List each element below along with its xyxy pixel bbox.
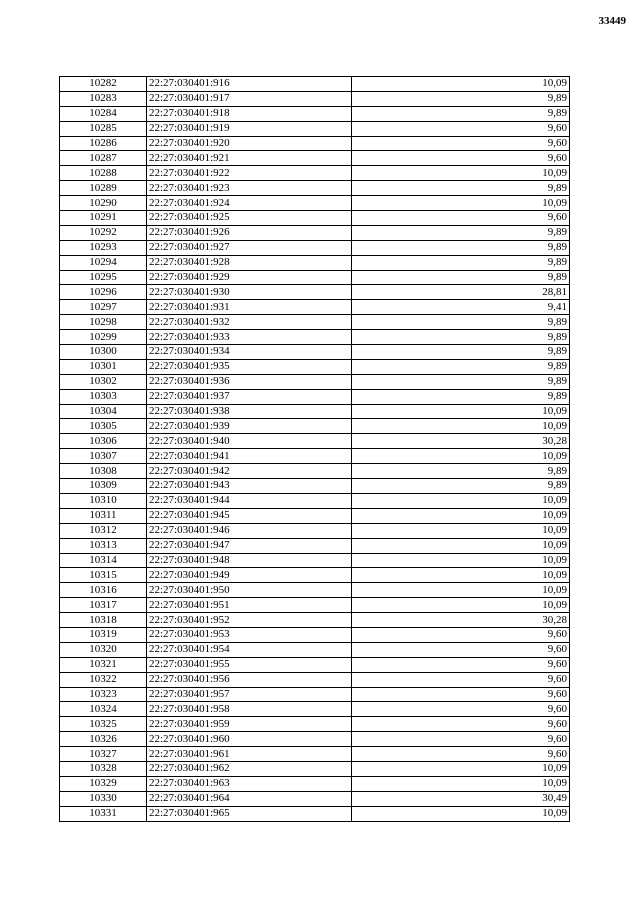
table-row xyxy=(60,672,570,687)
table-row xyxy=(60,627,570,642)
table-row xyxy=(60,806,570,821)
table-row xyxy=(60,270,570,285)
row-number-cell: 10328 xyxy=(60,761,147,776)
row-number-cell: 10291 xyxy=(60,211,147,226)
row-number-cell: 10283 xyxy=(60,91,147,106)
cadastral-number-cell: 22:27:030401:952 xyxy=(147,613,352,628)
row-number-cell: 10306 xyxy=(60,434,147,449)
table-row xyxy=(60,657,570,672)
table-row xyxy=(60,613,570,628)
cadastral-number-cell: 22:27:030401:959 xyxy=(147,717,352,732)
table-row xyxy=(60,240,570,255)
table-row xyxy=(60,404,570,419)
cadastral-number-cell: 22:27:030401:963 xyxy=(147,776,352,791)
row-number-cell: 10320 xyxy=(60,642,147,657)
area-value-cell: 10,09 xyxy=(352,761,570,776)
area-value-cell: 10,09 xyxy=(352,806,570,821)
table-row xyxy=(60,479,570,494)
row-number-cell: 10294 xyxy=(60,255,147,270)
table-row xyxy=(60,330,570,345)
row-number-cell: 10312 xyxy=(60,523,147,538)
area-value-cell: 10,09 xyxy=(352,404,570,419)
row-number-cell: 10316 xyxy=(60,583,147,598)
row-number-cell: 10314 xyxy=(60,553,147,568)
cadastral-number-cell: 22:27:030401:939 xyxy=(147,419,352,434)
cadastral-number-cell: 22:27:030401:916 xyxy=(147,77,352,92)
cadastral-number-cell: 22:27:030401:949 xyxy=(147,568,352,583)
row-number-cell: 10323 xyxy=(60,687,147,702)
cadastral-number-cell: 22:27:030401:920 xyxy=(147,136,352,151)
area-value-cell: 9,89 xyxy=(352,270,570,285)
table-row xyxy=(60,359,570,374)
cadastral-number-cell: 22:27:030401:958 xyxy=(147,702,352,717)
area-value-cell: 28,81 xyxy=(352,285,570,300)
row-number-cell: 10315 xyxy=(60,568,147,583)
area-value-cell: 10,09 xyxy=(352,493,570,508)
row-number-cell: 10298 xyxy=(60,315,147,330)
row-number-cell: 10288 xyxy=(60,166,147,181)
table-row xyxy=(60,523,570,538)
row-number-cell: 10308 xyxy=(60,464,147,479)
area-value-cell: 10,09 xyxy=(352,553,570,568)
table-row xyxy=(60,434,570,449)
area-value-cell: 9,89 xyxy=(352,106,570,121)
cadastral-number-cell: 22:27:030401:917 xyxy=(147,91,352,106)
area-value-cell: 9,89 xyxy=(352,315,570,330)
cadastral-number-cell: 22:27:030401:953 xyxy=(147,627,352,642)
area-value-cell: 10,09 xyxy=(352,598,570,613)
cadastral-number-cell: 22:27:030401:945 xyxy=(147,508,352,523)
row-number-cell: 10331 xyxy=(60,806,147,821)
row-number-cell: 10309 xyxy=(60,479,147,494)
row-number-cell: 10296 xyxy=(60,285,147,300)
table-row xyxy=(60,136,570,151)
row-number-cell: 10311 xyxy=(60,508,147,523)
cadastral-number-cell: 22:27:030401:933 xyxy=(147,330,352,345)
table-row xyxy=(60,642,570,657)
area-value-cell: 10,09 xyxy=(352,77,570,92)
table-row xyxy=(60,508,570,523)
cadastral-number-cell: 22:27:030401:946 xyxy=(147,523,352,538)
row-number-cell: 10326 xyxy=(60,732,147,747)
area-value-cell: 9,60 xyxy=(352,151,570,166)
row-number-cell: 10329 xyxy=(60,776,147,791)
cadastral-number-cell: 22:27:030401:951 xyxy=(147,598,352,613)
cadastral-number-cell: 22:27:030401:918 xyxy=(147,106,352,121)
table-row xyxy=(60,225,570,240)
area-value-cell: 30,28 xyxy=(352,613,570,628)
row-number-cell: 10285 xyxy=(60,121,147,136)
cadastral-number-cell: 22:27:030401:926 xyxy=(147,225,352,240)
row-number-cell: 10330 xyxy=(60,791,147,806)
row-number-cell: 10295 xyxy=(60,270,147,285)
area-value-cell: 9,60 xyxy=(352,642,570,657)
row-number-cell: 10284 xyxy=(60,106,147,121)
row-number-cell: 10282 xyxy=(60,77,147,92)
cadastral-number-cell: 22:27:030401:922 xyxy=(147,166,352,181)
area-value-cell: 9,41 xyxy=(352,300,570,315)
cadastral-number-cell: 22:27:030401:955 xyxy=(147,657,352,672)
table-row xyxy=(60,166,570,181)
area-value-cell: 30,28 xyxy=(352,434,570,449)
row-number-cell: 10293 xyxy=(60,240,147,255)
area-value-cell: 9,89 xyxy=(352,464,570,479)
row-number-cell: 10301 xyxy=(60,359,147,374)
table-row xyxy=(60,300,570,315)
cadastral-number-cell: 22:27:030401:962 xyxy=(147,761,352,776)
cadastral-number-cell: 22:27:030401:937 xyxy=(147,389,352,404)
cadastral-number-cell: 22:27:030401:929 xyxy=(147,270,352,285)
area-value-cell: 10,09 xyxy=(352,583,570,598)
cadastral-number-cell: 22:27:030401:924 xyxy=(147,196,352,211)
table-row xyxy=(60,389,570,404)
area-value-cell: 9,89 xyxy=(352,330,570,345)
table-row xyxy=(60,553,570,568)
row-number-cell: 10322 xyxy=(60,672,147,687)
area-value-cell: 10,09 xyxy=(352,568,570,583)
area-value-cell: 9,89 xyxy=(352,345,570,360)
table-row xyxy=(60,419,570,434)
table-row xyxy=(60,121,570,136)
cadastral-number-cell: 22:27:030401:931 xyxy=(147,300,352,315)
area-value-cell: 9,60 xyxy=(352,687,570,702)
table-row xyxy=(60,538,570,553)
row-number-cell: 10287 xyxy=(60,151,147,166)
table-row xyxy=(60,91,570,106)
row-number-cell: 10318 xyxy=(60,613,147,628)
table-row xyxy=(60,211,570,226)
table-row xyxy=(60,77,570,92)
cadastral-number-cell: 22:27:030401:935 xyxy=(147,359,352,374)
cadastral-number-cell: 22:27:030401:965 xyxy=(147,806,352,821)
area-value-cell: 10,09 xyxy=(352,166,570,181)
row-number-cell: 10304 xyxy=(60,404,147,419)
table-row xyxy=(60,568,570,583)
cadastral-number-cell: 22:27:030401:934 xyxy=(147,345,352,360)
row-number-cell: 10319 xyxy=(60,627,147,642)
area-value-cell: 9,89 xyxy=(352,225,570,240)
table-row xyxy=(60,151,570,166)
row-number-cell: 10305 xyxy=(60,419,147,434)
area-value-cell: 9,89 xyxy=(352,374,570,389)
row-number-cell: 10321 xyxy=(60,657,147,672)
table-row xyxy=(60,181,570,196)
cadastral-number-cell: 22:27:030401:927 xyxy=(147,240,352,255)
cadastral-number-cell: 22:27:030401:930 xyxy=(147,285,352,300)
cadastral-number-cell: 22:27:030401:940 xyxy=(147,434,352,449)
area-value-cell: 9,60 xyxy=(352,717,570,732)
table-row xyxy=(60,493,570,508)
cadastral-number-cell: 22:27:030401:948 xyxy=(147,553,352,568)
table-row xyxy=(60,747,570,762)
table-row xyxy=(60,345,570,360)
table-row xyxy=(60,791,570,806)
cadastral-number-cell: 22:27:030401:919 xyxy=(147,121,352,136)
area-value-cell: 9,89 xyxy=(352,359,570,374)
cadastral-number-cell: 22:27:030401:938 xyxy=(147,404,352,419)
row-number-cell: 10327 xyxy=(60,747,147,762)
table-row xyxy=(60,598,570,613)
row-number-cell: 10300 xyxy=(60,345,147,360)
table-row xyxy=(60,717,570,732)
area-value-cell: 9,89 xyxy=(352,479,570,494)
area-value-cell: 9,60 xyxy=(352,732,570,747)
table-row xyxy=(60,449,570,464)
area-value-cell: 10,09 xyxy=(352,538,570,553)
area-value-cell: 9,89 xyxy=(352,255,570,270)
area-value-cell: 10,09 xyxy=(352,449,570,464)
page-number: 33449 xyxy=(598,15,626,27)
area-value-cell: 9,89 xyxy=(352,91,570,106)
area-value-cell: 9,60 xyxy=(352,657,570,672)
table-row xyxy=(60,761,570,776)
area-value-cell: 9,60 xyxy=(352,747,570,762)
row-number-cell: 10299 xyxy=(60,330,147,345)
row-number-cell: 10292 xyxy=(60,225,147,240)
table-body xyxy=(60,77,570,822)
area-value-cell: 30,49 xyxy=(352,791,570,806)
cadastral-number-cell: 22:27:030401:947 xyxy=(147,538,352,553)
area-value-cell: 10,09 xyxy=(352,419,570,434)
cadastral-number-cell: 22:27:030401:925 xyxy=(147,211,352,226)
area-value-cell: 9,60 xyxy=(352,121,570,136)
row-number-cell: 10303 xyxy=(60,389,147,404)
cadastral-number-cell: 22:27:030401:928 xyxy=(147,255,352,270)
table-row xyxy=(60,255,570,270)
area-value-cell: 10,09 xyxy=(352,508,570,523)
row-number-cell: 10302 xyxy=(60,374,147,389)
cadastral-number-cell: 22:27:030401:961 xyxy=(147,747,352,762)
row-number-cell: 10307 xyxy=(60,449,147,464)
row-number-cell: 10297 xyxy=(60,300,147,315)
cadastral-number-cell: 22:27:030401:936 xyxy=(147,374,352,389)
table-row xyxy=(60,285,570,300)
table-row xyxy=(60,732,570,747)
cadastral-number-cell: 22:27:030401:950 xyxy=(147,583,352,598)
row-number-cell: 10290 xyxy=(60,196,147,211)
cadastral-number-cell: 22:27:030401:944 xyxy=(147,493,352,508)
table-row xyxy=(60,464,570,479)
table-row xyxy=(60,702,570,717)
cadastral-number-cell: 22:27:030401:964 xyxy=(147,791,352,806)
table-row xyxy=(60,583,570,598)
row-number-cell: 10289 xyxy=(60,181,147,196)
table-row xyxy=(60,196,570,211)
cadastral-number-cell: 22:27:030401:957 xyxy=(147,687,352,702)
table-row xyxy=(60,315,570,330)
row-number-cell: 10286 xyxy=(60,136,147,151)
area-value-cell: 9,60 xyxy=(352,702,570,717)
area-value-cell: 10,09 xyxy=(352,523,570,538)
table-row xyxy=(60,776,570,791)
area-value-cell: 9,60 xyxy=(352,627,570,642)
cadastral-number-cell: 22:27:030401:960 xyxy=(147,732,352,747)
cadastral-number-cell: 22:27:030401:956 xyxy=(147,672,352,687)
area-value-cell: 9,89 xyxy=(352,389,570,404)
cadastral-number-cell: 22:27:030401:921 xyxy=(147,151,352,166)
area-value-cell: 10,09 xyxy=(352,196,570,211)
area-value-cell: 9,60 xyxy=(352,211,570,226)
row-number-cell: 10310 xyxy=(60,493,147,508)
cadastral-number-cell: 22:27:030401:943 xyxy=(147,479,352,494)
area-value-cell: 9,89 xyxy=(352,240,570,255)
table-row xyxy=(60,106,570,121)
table-row xyxy=(60,687,570,702)
area-value-cell: 9,89 xyxy=(352,181,570,196)
cadastral-number-cell: 22:27:030401:954 xyxy=(147,642,352,657)
area-value-cell: 10,09 xyxy=(352,776,570,791)
cadastral-number-cell: 22:27:030401:932 xyxy=(147,315,352,330)
area-value-cell: 9,60 xyxy=(352,136,570,151)
row-number-cell: 10324 xyxy=(60,702,147,717)
table-row xyxy=(60,374,570,389)
area-value-cell: 9,60 xyxy=(352,672,570,687)
cadastral-number-cell: 22:27:030401:941 xyxy=(147,449,352,464)
cadastral-number-cell: 22:27:030401:942 xyxy=(147,464,352,479)
registry-table xyxy=(59,76,570,822)
row-number-cell: 10325 xyxy=(60,717,147,732)
cadastral-number-cell: 22:27:030401:923 xyxy=(147,181,352,196)
row-number-cell: 10313 xyxy=(60,538,147,553)
row-number-cell: 10317 xyxy=(60,598,147,613)
